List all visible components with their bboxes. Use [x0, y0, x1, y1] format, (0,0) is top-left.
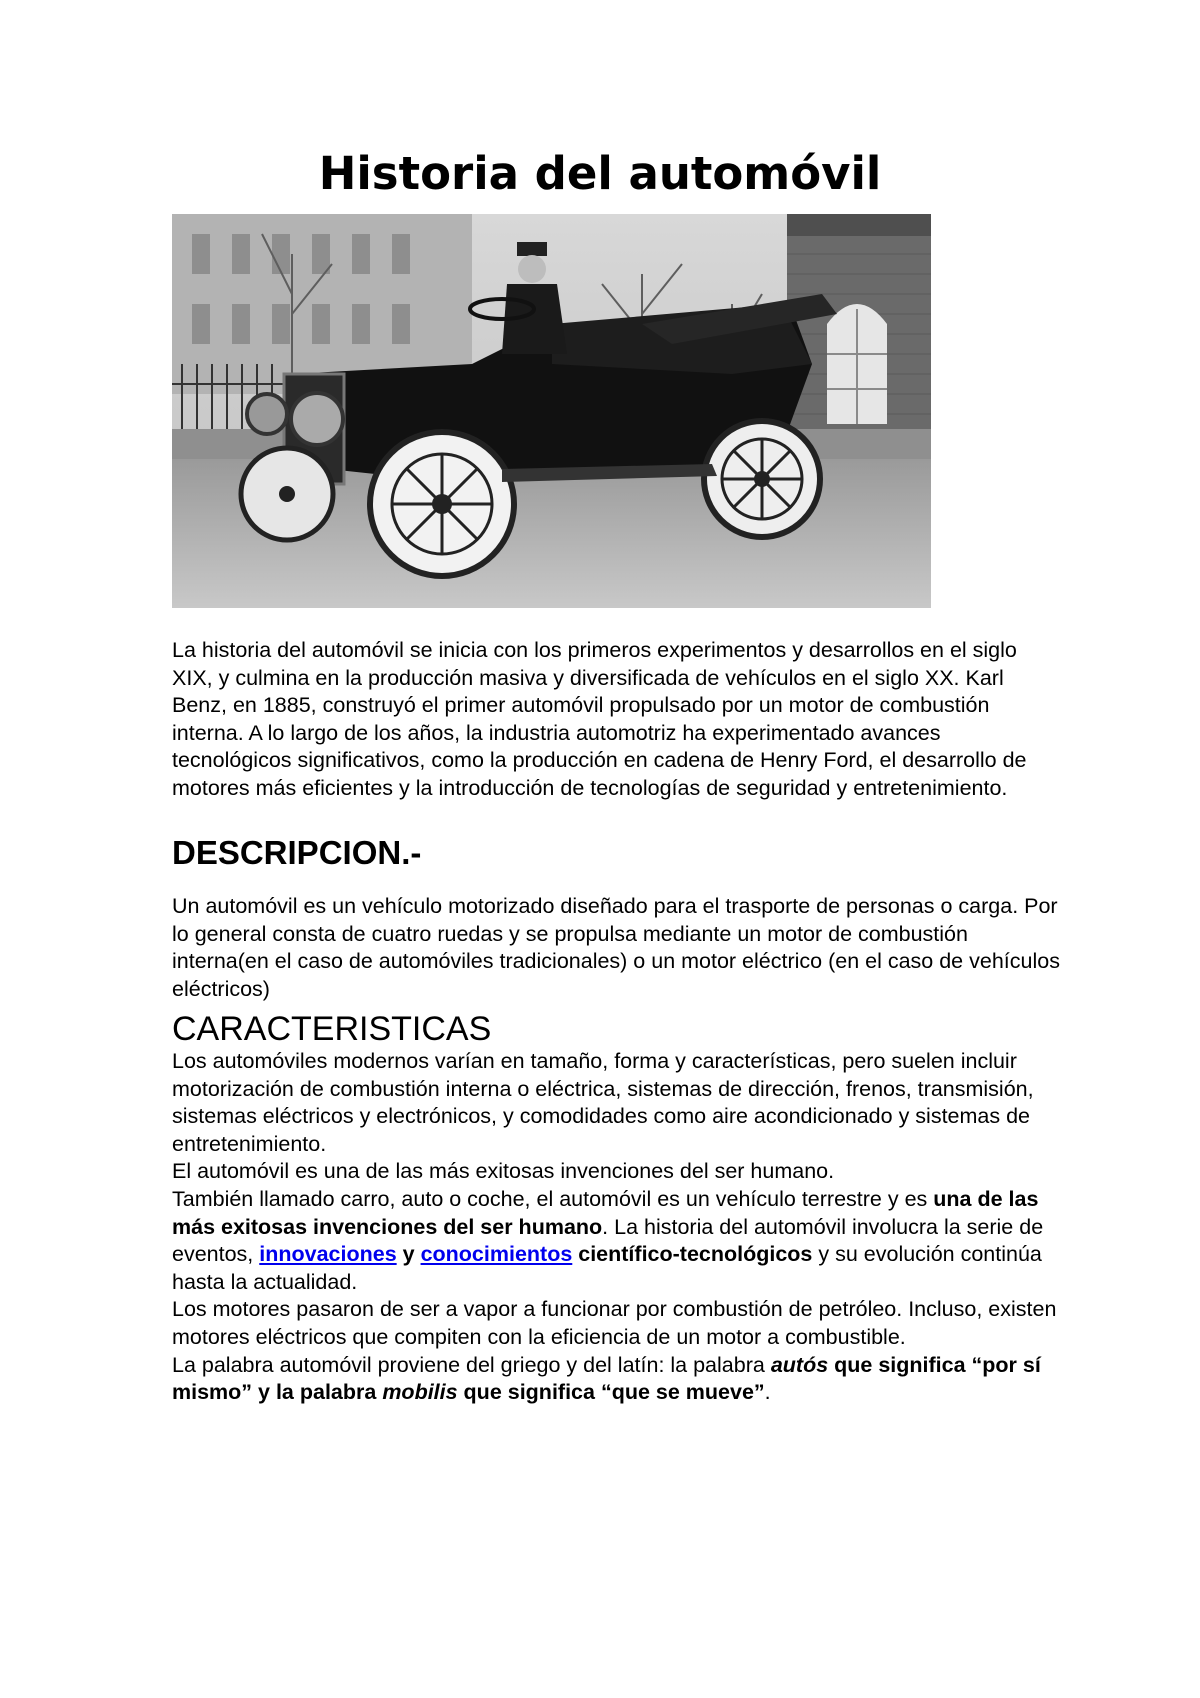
characteristics-heading: CARACTERISTICAS: [172, 1010, 492, 1048]
description-heading: DESCRIPCION.-: [172, 834, 422, 871]
description-paragraph: Un automóvil es un vehículo motorizado diseñado para el trasporte de personas o carga. Por lo general consta de cuatro ruedas y se propulsa mediante un motor de combustión interna(en el caso de automóviles tradicionales) o un motor eléctrico (en el caso de vehículos eléctricos): [172, 894, 1060, 1001]
text-run: y su evolución continúa hasta la actualidad.: [172, 1242, 1042, 1294]
bold-text: y: [396, 1242, 421, 1267]
bold-italic-text: autós: [770, 1352, 829, 1377]
characteristics-paragraph-3: [172, 1186, 1062, 1296]
bold-text: una de las más exitosas invenciones del ser humano: [172, 1186, 1039, 1239]
characteristics-section: [172, 1048, 1062, 1407]
characteristics-paragraph-5: [172, 1352, 1062, 1407]
text-run: . La historia del automóvil involucra la serie de eventos,: [172, 1214, 1044, 1267]
intro-paragraph: La historia del automóvil se inicia con los primeros experimentos y desarrollos en el siglo XIX, y culmina en la producción masiva y diversificada de vehículos en el siglo XX. Karl Benz, en 1885, construyó el primer automóvil propulsado por un motor de combustión interna. A lo largo de los años, la industria automotriz ha experimentado avances tecnológicos significativos, como la producción en cadena de Henry Ford, el desarrollo de motores más eficientes y la introducción de tecnologías de seguridad y entretenimiento.: [172, 638, 1027, 800]
bold-text: que significa “que se mueve”: [457, 1380, 765, 1405]
text-run: También llamado carro, auto o coche, el automóvil es un vehículo terrestre y es: [172, 1186, 934, 1211]
link-conocimientos[interactable]: conocimientos: [420, 1242, 573, 1267]
bold-italic-text: mobilis: [382, 1380, 458, 1405]
text-run: La palabra automóvil proviene del griego y del latín: la palabra: [172, 1352, 771, 1377]
document-title: Historia del automóvil: [318, 147, 882, 200]
characteristics-paragraph-1: Los automóviles modernos varían en tamaño, forma y características, pero suelen incluir motorización de combustión interna o eléctrica, sistemas de dirección, frenos, transmisión, sistemas eléctricos y electrónicos, y comodidades como aire acondicionado y sistemas de entretenimiento.: [172, 1049, 1034, 1156]
text-run: .: [764, 1380, 771, 1405]
link-innovaciones[interactable]: innovaciones: [259, 1242, 397, 1267]
bold-text: científico-tecnológicos: [572, 1242, 813, 1267]
characteristics-paragraph-2: El automóvil es una de las más exitosas invenciones del ser humano.: [172, 1159, 835, 1184]
characteristics-paragraph-4: Los motores pasaron de ser a vapor a funcionar por combustión de petróleo. Incluso, existen motores eléctricos que compiten con la eficiencia de un motor a combustible.: [172, 1297, 1057, 1349]
bold-text: que significa “por sí mismo” y la palabra: [172, 1352, 1041, 1405]
vintage-car-photo: [172, 214, 931, 608]
